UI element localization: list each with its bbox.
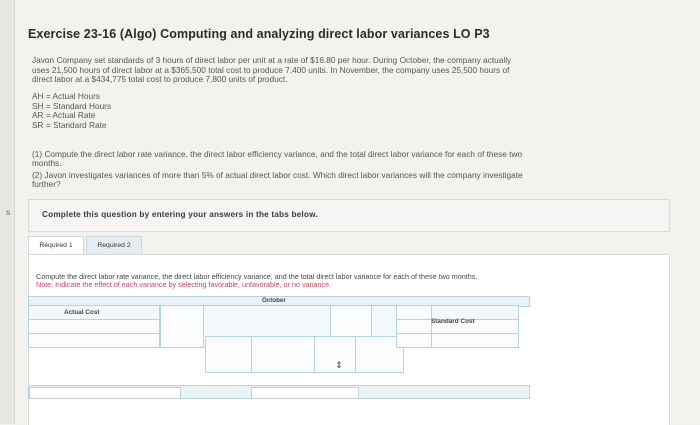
standard-cost-grid	[396, 305, 519, 348]
standard-cost-header: Standard Cost	[431, 318, 475, 325]
question-1-line: months.	[32, 158, 62, 169]
actual-hours-input[interactable]	[29, 320, 160, 334]
total-variance-select[interactable]	[251, 387, 359, 399]
content-note: Note: Indicate the effect of each variance by selecting favorable, unfavorable, or no variance.	[36, 280, 332, 289]
question-1	[32, 150, 612, 168]
total-variance-input[interactable]	[29, 387, 181, 399]
actual-cost-header: Actual Cost	[64, 309, 100, 316]
question-2-line: (2) Javon investigates variances of more than 5% of actual direct labor cost. Which direct labor variances will the company investigate	[32, 170, 523, 180]
standard-hours-input[interactable]	[397, 320, 432, 334]
problem-paragraph	[32, 56, 607, 85]
rate-variance-select[interactable]	[252, 337, 315, 373]
ah-sr-input[interactable]	[161, 306, 204, 348]
standard-cost-input[interactable]	[397, 306, 432, 320]
variance-row	[205, 336, 404, 373]
total-variance-row	[28, 385, 530, 399]
standard-total-input-2[interactable]	[432, 334, 519, 348]
rate-variance-input[interactable]	[206, 337, 252, 373]
definition-sr: SR = Standard Rate	[32, 119, 107, 130]
tab-required-2[interactable]: Required 2	[86, 236, 142, 256]
standard-total-input[interactable]	[397, 334, 432, 348]
question-1-line: (1) Compute the direct labor rate variance, the direct labor efficiency variance, and the total direct labor variance for each of these two	[32, 149, 523, 159]
side-mark: s	[6, 208, 10, 217]
paragraph-line: Javon Company set standards of 3 hours of direct labor per unit at a rate of $16.80 per hour. During October, the company actually	[32, 55, 512, 65]
tab-required-1[interactable]: Required 1	[28, 236, 84, 255]
question-2	[32, 171, 612, 189]
month-label: October	[262, 297, 286, 304]
paragraph-line: direct labor at a $434,775 total cost to produce 7,800 units of product.	[32, 74, 288, 85]
paragraph-line: uses 21,500 hours of direct labor at a $365,500 total cost to produce 7,400 units. In November, the company uses 25,500 hours of	[32, 64, 510, 75]
definition-ar: AR = Actual Rate	[32, 110, 96, 121]
definition-ah: AH = Actual Hours	[32, 91, 101, 101]
instructions-text: Complete this question by entering your answers in the tabs below.	[42, 210, 318, 219]
question-2-line: further?	[32, 179, 61, 190]
chevron-updown-icon[interactable]: ⇕	[335, 360, 343, 370]
actual-rate-input[interactable]	[29, 334, 160, 348]
content-instruction: Compute the direct labor rate variance, the direct labor efficiency variance, and the total direct labor variance for each of these two months.	[36, 272, 478, 281]
definitions-list	[32, 92, 111, 130]
exercise-title: Exercise 23-16 (Algo) Computing and analyzing direct labor variances LO P3	[28, 27, 490, 41]
definition-sh: SH = Standard Hours	[32, 100, 112, 111]
